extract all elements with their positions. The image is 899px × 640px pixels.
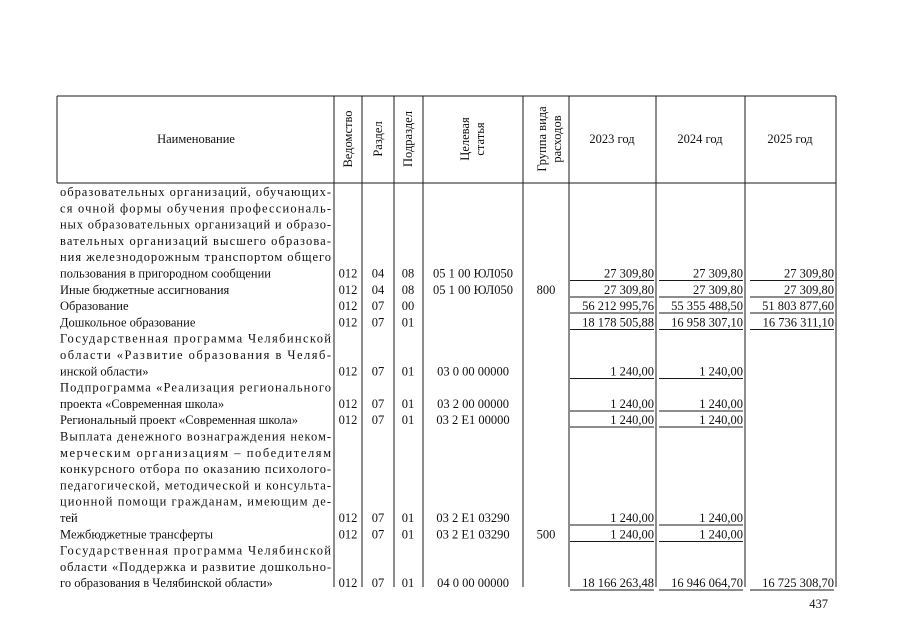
cell-y2025: 51 803 877,60 [762,299,834,314]
cell-group: 500 [536,527,556,542]
cell-y2024: 16 958 307,10 [671,315,743,330]
cell-y2023: 1 240,00 [610,396,654,411]
table-body [60,185,834,590]
row-name-line: Подпрограмма «Реализация регионального [60,380,331,395]
row-name-line: образовательных организаций, обучающих- [60,185,331,199]
cell-target: 03 2 E1 03290 [436,527,510,542]
cell-y2023: 1 240,00 [610,364,654,379]
cell-y2023: 56 212 995,76 [582,299,654,314]
cell-podrazdel: 08 [401,282,415,297]
row-name-line: проекта «Современная школа» [60,396,225,411]
cell-y2023: 1 240,00 [610,413,654,428]
header-year-2024: 2024 год [677,132,723,146]
cell-ved: 012 [338,527,358,542]
cell-ved: 012 [338,266,358,281]
row-name-line: инской области» [60,364,149,379]
table-row [60,299,834,313]
cell-y2024: 1 240,00 [699,527,743,542]
cell-podrazdel: 01 [401,413,415,428]
cell-y2023: 1 240,00 [610,511,654,525]
cell-y2023: 18 166 263,48 [582,576,654,591]
row-name-line: Межбюджетные трансферты [60,527,214,542]
row-name-line: ных образовательных организаций и образо- [60,217,331,232]
cell-ved: 012 [338,413,358,428]
page-number: 437 [809,597,828,611]
cell-podrazdel: 00 [401,299,415,314]
cell-y2025: 27 309,80 [784,266,834,281]
cell-target: 04 0 00 00000 [437,576,509,591]
cell-podrazdel: 01 [401,364,415,379]
header-year-2025: 2025 год [767,132,813,146]
cell-y2024: 55 355 488,50 [671,299,743,314]
cell-razdel: 07 [371,576,385,591]
cell-target: 03 2 00 00000 [437,396,509,411]
cell-y2024: 1 240,00 [699,511,743,525]
header-vedomstvo: Ведомство [341,110,355,168]
cell-y2024: 1 240,00 [699,413,743,428]
cell-podrazdel: 08 [401,266,415,281]
header-name: Наименование [157,132,235,146]
row-name-line: ционной помощи гражданам, имеющим де- [60,494,331,509]
cell-y2023: 1 240,00 [610,527,654,542]
cell-podrazdel: 01 [401,527,415,542]
cell-ved: 012 [338,576,358,591]
row-name-line: Иные бюджетные ассигнования [60,282,230,297]
cell-target: 03 2 E1 00000 [436,413,510,428]
header-target-line1: Целевая [458,117,472,161]
row-name-line: Государственная программа Челябинской [60,331,331,346]
header-podrazdel: Подраздел [401,111,415,167]
header-year-2023: 2023 год [589,132,635,146]
row-name-line: пользования в пригородном сообщении [60,266,271,281]
cell-podrazdel: 01 [401,576,415,591]
cell-podrazdel: 01 [401,315,415,330]
row-name-line: вательных организаций высшего образова- [60,233,331,248]
cell-y2024: 16 946 064,70 [671,576,743,591]
cell-y2025: 16 725 308,70 [762,576,834,591]
row-name-line: го образования в Челябинской области» [60,576,273,591]
header-razdel: Раздел [371,121,385,157]
cell-ved: 012 [338,282,358,297]
table-row [60,430,743,526]
cell-y2023: 27 309,80 [604,282,654,297]
table-row [60,544,834,591]
table-row [60,413,743,427]
cell-razdel: 07 [371,299,385,314]
cell-razdel: 07 [371,396,385,411]
cell-target: 05 1 00 ЮЛ050 [432,282,514,297]
row-name-line: Дошкольное образование [60,315,196,330]
row-name-line: ся очной формы обучения профессиональ- [60,201,331,216]
cell-razdel: 07 [371,527,385,542]
cell-ved: 012 [338,511,358,525]
cell-razdel: 04 [371,282,385,297]
header-target-line2: статья [473,122,487,156]
cell-podrazdel: 01 [401,396,415,411]
table-row [60,381,743,411]
row-name-line: области «Поддержка и развитие дошкольно- [60,559,331,574]
cell-y2025: 27 309,80 [784,282,834,297]
table-row [60,527,743,541]
cell-y2023: 18 178 505,88 [582,315,654,330]
table-row [60,315,834,329]
cell-ved: 012 [338,396,358,411]
cell-y2024: 27 309,80 [693,266,743,281]
cell-target: 03 0 00 00000 [437,364,509,379]
cell-y2024: 1 240,00 [699,396,743,411]
cell-y2024: 1 240,00 [699,364,743,379]
cell-razdel: 04 [371,266,385,281]
row-name-line: области «Развитие образования в Челяб- [60,348,331,362]
cell-y2023: 27 309,80 [604,266,654,281]
cell-ved: 012 [338,299,358,314]
header-group-line1: Группа вида [535,106,549,172]
row-name-line: Выплата денежного вознаграждения неком- [60,429,331,444]
cell-group: 800 [536,282,556,297]
table-row [60,332,743,379]
row-name-line: Образование [60,299,129,314]
cell-razdel: 07 [371,511,385,525]
cell-y2025: 16 736 311,10 [762,315,834,330]
row-name-line: мерческим организациям – победителям [60,445,331,460]
cell-razdel: 07 [371,364,385,379]
cell-target: 05 1 00 ЮЛ050 [432,266,514,281]
row-name-line: конкурсного отбора по оказанию психолого- [60,462,331,477]
header-group-line2: расходов [550,115,564,163]
cell-y2024: 27 309,80 [693,282,743,297]
cell-ved: 012 [338,315,358,330]
row-name-line: Государственная программа Челябинской [60,543,331,558]
cell-razdel: 07 [371,413,385,428]
row-name-line: педагогической, методической и консульта- [60,478,331,493]
row-name-line: ния железнодорожным транспортом общего [60,250,331,265]
cell-ved: 012 [338,364,358,379]
table-header [157,106,813,172]
cell-target: 03 2 E1 03290 [436,511,510,525]
row-name-line: Региональный проект «Современная школа» [60,413,298,428]
row-name-line: тей [60,511,78,525]
table-row [60,283,834,297]
cell-podrazdel: 01 [401,511,415,525]
table-row [60,185,834,281]
cell-razdel: 07 [371,315,385,330]
